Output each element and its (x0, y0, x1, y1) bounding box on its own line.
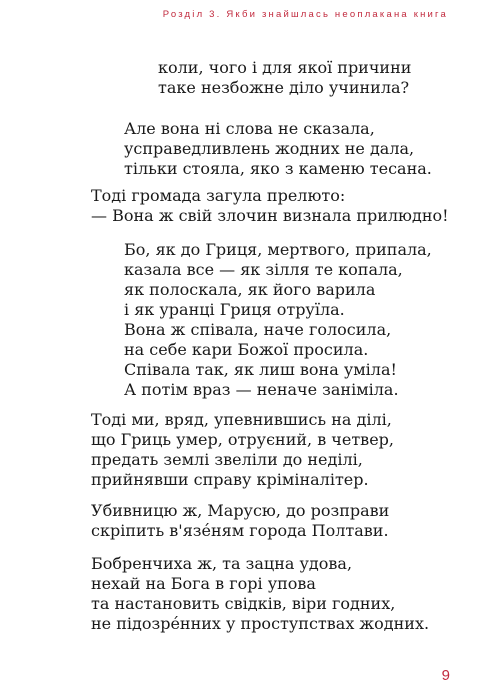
verse-line: тільки стояла, яко з каменю тесана. (124, 159, 432, 178)
verse-line: коли, чого і для якої причини (158, 58, 412, 77)
verse-line: Тоді ми, вряд, упевнившись на ділі, (91, 410, 392, 429)
verse-line: не підозрéнних у проступствах жодних. (91, 614, 430, 633)
verse-line: що Гриць умер, отруєний, в четвер, (91, 430, 394, 449)
verse-line: Співала так, як лиш вона уміла! (124, 360, 397, 379)
verse-line: усправедливлень жодних не дала, (124, 139, 415, 158)
stanza-7 (91, 554, 429, 634)
verse-line: Бобренчиха ж, та зацна удова, (91, 554, 353, 573)
verse-line: таке незбожне діло учинила? (158, 78, 410, 97)
stanza-2 (124, 119, 432, 179)
stanza-6 (91, 501, 389, 541)
verse-line: казала все — як зілля те копала, (124, 260, 403, 279)
stanza-1 (158, 58, 411, 98)
verse-line: Убивницю ж, Марусю, до розправи (91, 501, 390, 520)
verse-line: предать землі звеліли до неділі, (91, 450, 363, 469)
verse-line: Бо, як до Гриця, мертвого, припала, (124, 240, 432, 259)
verse-line: як полоскала, як його варила (124, 280, 376, 299)
stanza-4 (124, 240, 432, 400)
verse-line: прийнявши справу кріміналітер. (91, 470, 369, 489)
verse-line: Вона ж співала, наче голосила, (124, 320, 392, 339)
running-header: Розділ 3. Якби знайшлась неоплакана книга (162, 9, 448, 20)
verse-line: Тоді громада загула прелюто: (91, 186, 346, 205)
verse-line: на себе кари Божої просила. (124, 340, 369, 359)
verse-line: — Вона ж свій злочин визнала прилюдно! (91, 206, 449, 225)
page-number: 9 (441, 667, 450, 684)
stanza-5 (91, 410, 394, 490)
verse-line: Але вона ні слова не сказала, (124, 119, 375, 138)
verse-line: і як уранці Гриця отруїла. (124, 300, 345, 319)
verse-line: А потім враз — неначе заніміла. (124, 380, 399, 399)
verse-line: нехай на Бога в горі упова (91, 574, 316, 593)
stanza-3 (91, 186, 449, 226)
verse-line: скріпить в'язéням города Полтави. (91, 521, 389, 540)
verse-line: та настановить свідків, віри годних, (91, 594, 396, 613)
